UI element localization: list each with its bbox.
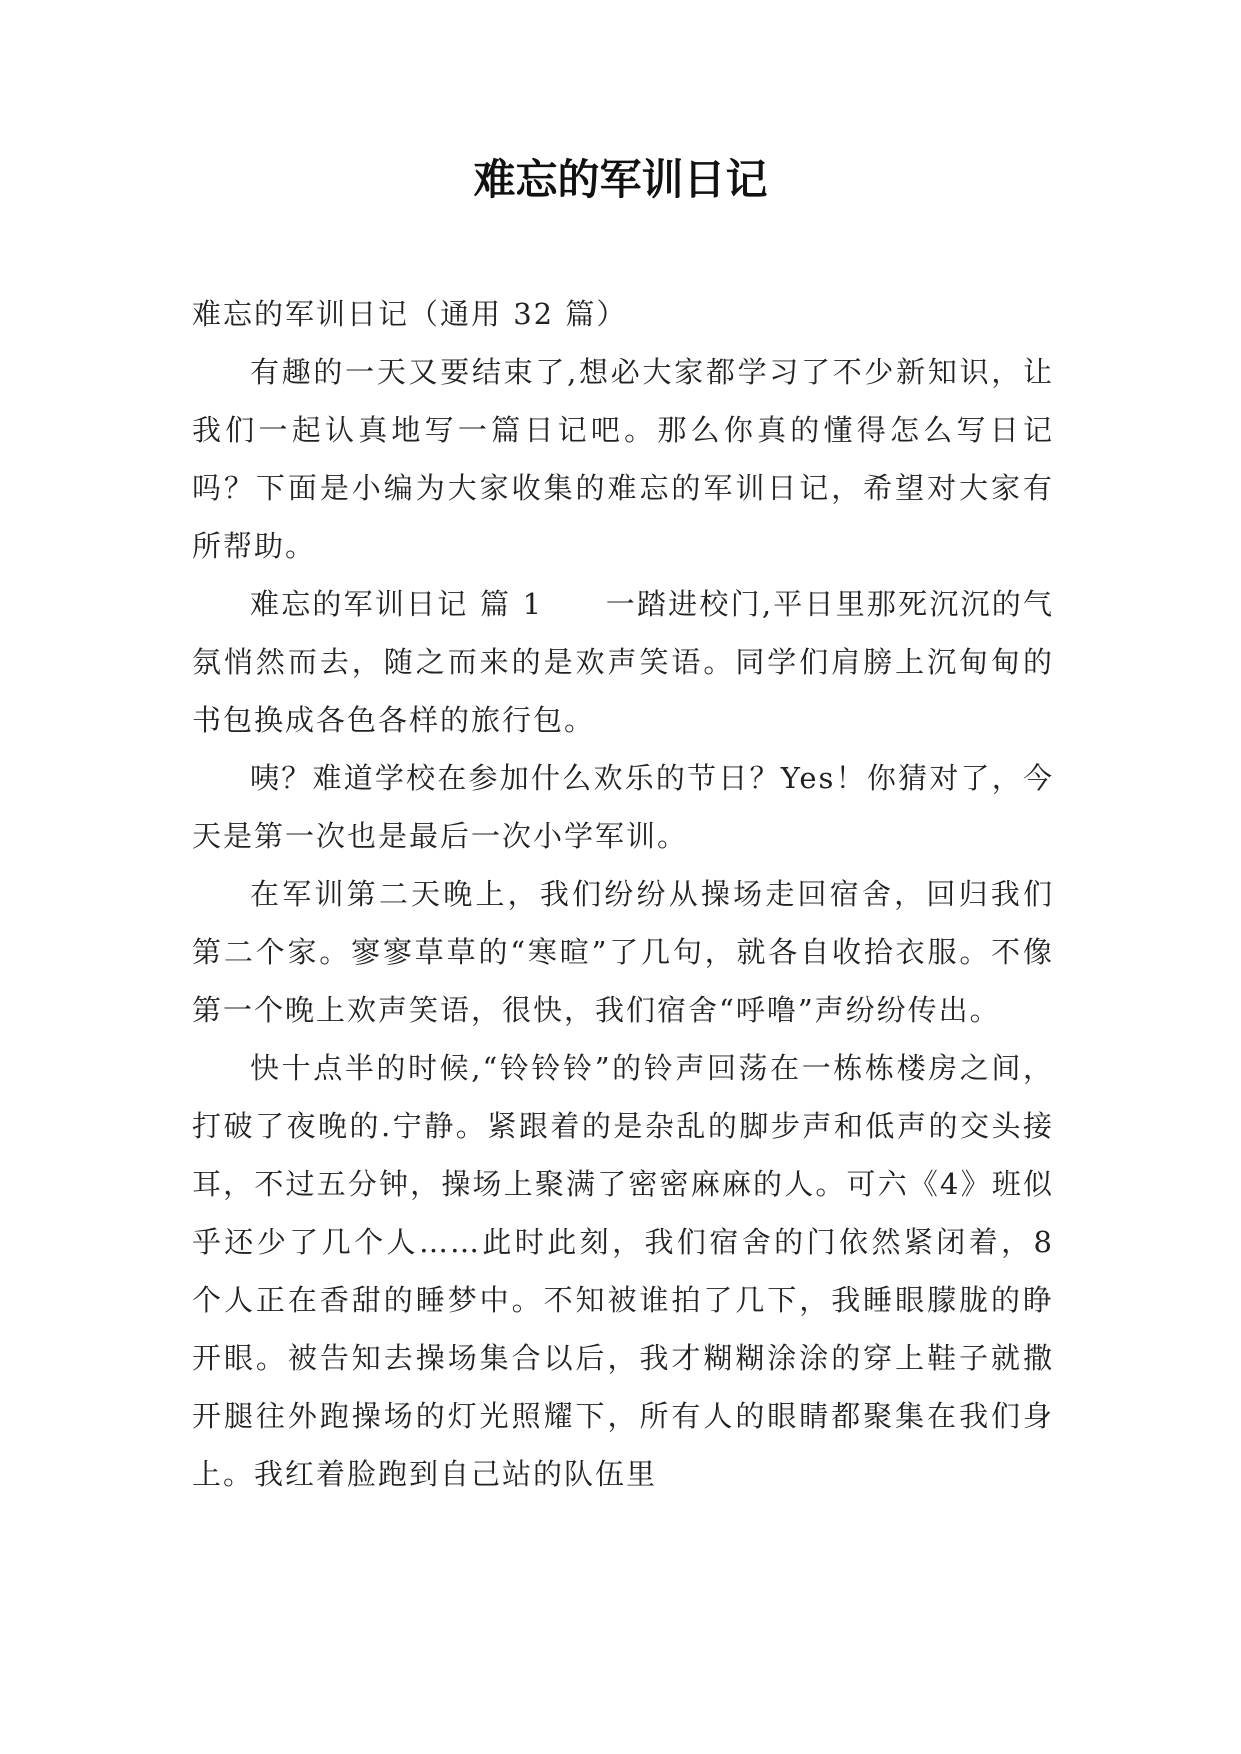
document-subtitle: 难忘的军训日记（通用 32 篇） xyxy=(192,297,628,331)
document-body xyxy=(192,285,1054,1503)
paragraph-intro: 有趣的一天又要结束了,想必大家都学习了不少新知识，让我们一起认真地写一篇日记吧。那么你真的懂得怎么写日记吗？下面是小编为大家收集的难忘的军训日记，希望对大家有所帮助。 xyxy=(192,355,1054,563)
paragraph-second-night: 在军训第二天晚上，我们纷纷从操场走回宿舍，回归我们第二个家。寥寥草草的“寒暄”了几句，就各自收拾衣服。不像第一个晚上欢声笑语，很快，我们宿舍“呼噜”声纷纷传出。 xyxy=(192,877,1054,1027)
paragraph-question: 咦？难道学校在参加什么欢乐的节日？Yes！你猜对了，今天是第一次也是最后一次小学军训。 xyxy=(192,761,1054,853)
paragraph-entry-1-opening: 难忘的军训日记 篇 1 一踏进校门,平日里那死沉沉的气氛悄然而去，随之而来的是欢声笑语。同学们肩膀上沉甸甸的书包换成各色各样的旅行包。 xyxy=(192,587,1054,737)
paragraph-night-assembly: 快十点半的时候,“铃铃铃”的铃声回荡在一栋栋楼房之间，打破了夜晚的.宁静。紧跟着的是杂乱的脚步声和低声的交头接耳，不过五分钟，操场上聚满了密密麻麻的人。可六《4》班似乎还少了几个人……此时此刻，我们宿舍的门依然紧闭着，8 个人正在香甜的睡梦中。不知被谁拍了几下，我睡眼朦胧的睁开眼。被告知去操场集合以后，我才糊糊涂涂的穿上鞋子就撒开腿往外跑操场的灯光照耀下，所有人的眼睛都聚集在我们身上。我红着脸跑到自己站的队伍里 xyxy=(192,1051,1054,1491)
page-title: 难忘的军训日记 xyxy=(473,155,768,204)
